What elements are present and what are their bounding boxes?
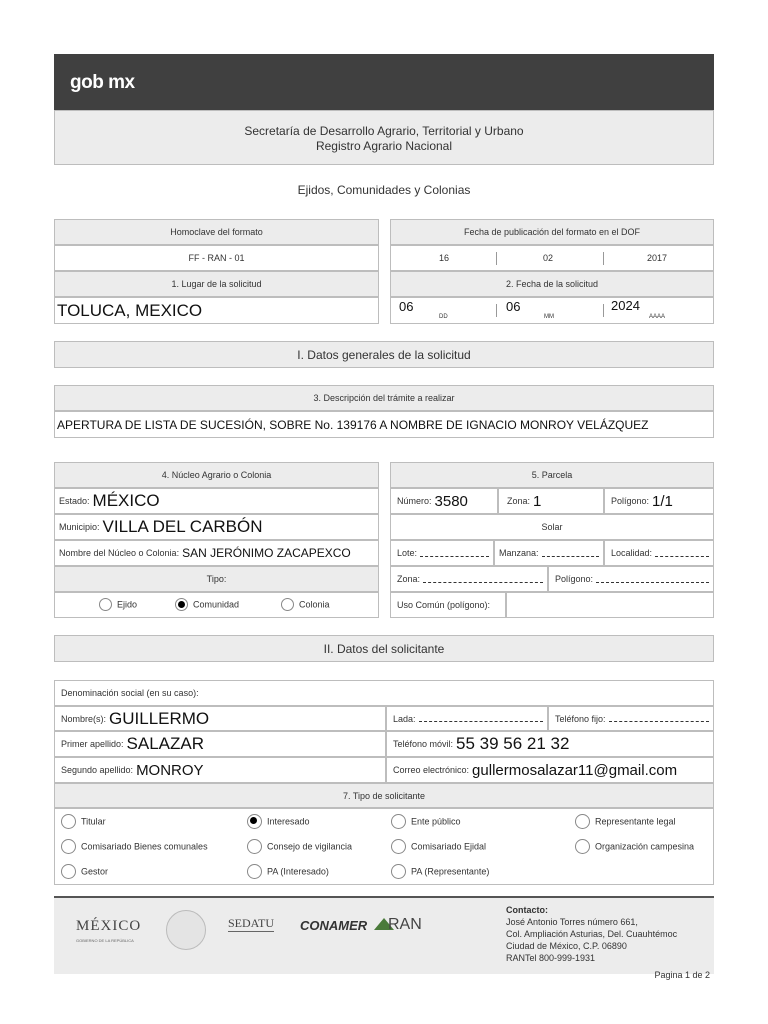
radio-comisariado-ejidal[interactable] <box>391 839 486 854</box>
blank-line <box>596 582 709 583</box>
gobmx-logo: gob mx <box>70 72 135 93</box>
movil-field[interactable] <box>386 731 714 757</box>
estado-field[interactable] <box>54 488 379 514</box>
fecha-sol-dd: 06 <box>399 299 414 314</box>
radio-ente-publico[interactable] <box>391 814 461 829</box>
blank-line <box>423 582 543 583</box>
radio-circle-selected[interactable] <box>175 598 188 611</box>
fecha-sol-mm: 06 <box>506 299 521 314</box>
contact-line: Col. Ampliación Asturias, Del. Cuauhtémoc <box>506 929 678 939</box>
gobierno-caption: GOBIERNO DE LA REPÚBLICA <box>76 938 134 943</box>
fecha-pub-dd: 16 <box>439 253 450 263</box>
fecha-pub-mm: 02 <box>543 253 554 263</box>
radio-circle[interactable] <box>391 864 406 879</box>
radio-comunidad[interactable] <box>175 598 239 611</box>
radio-gestor[interactable] <box>61 864 108 879</box>
footer <box>54 896 714 974</box>
lugar-label: 1. Lugar de la solicitud <box>54 271 379 297</box>
manzana-label: Manzana: <box>499 548 539 558</box>
blank-line <box>542 556 599 557</box>
agency-name: Secretaría de Desarrollo Agrario, Territorial y Urbano <box>244 124 524 138</box>
radio-pa-representante[interactable] <box>391 864 489 879</box>
dd-caption: DD <box>439 314 448 320</box>
radio-circle-selected[interactable] <box>247 814 262 829</box>
poligono2-label: Polígono: <box>555 574 594 584</box>
lugar-value: TOLUCA, MEXICO <box>57 300 203 320</box>
radio-pa-interesado[interactable] <box>247 864 329 879</box>
tipo-solicitante-options <box>54 808 714 885</box>
radio-circle[interactable] <box>61 839 76 854</box>
contact-title: Contacto: <box>506 905 548 915</box>
divider <box>603 304 604 317</box>
numero-value: 3580 <box>434 492 468 510</box>
radio-titular[interactable] <box>61 814 106 829</box>
radio-ejido[interactable] <box>99 598 137 611</box>
tipo-options <box>54 592 379 618</box>
uso-comun-label: Uso Común (polígono): <box>397 600 491 610</box>
poligono-field[interactable] <box>604 488 714 514</box>
ran-logo: RAN <box>388 916 422 933</box>
correo-value: gullermosalazar11@gmail.com <box>472 761 678 779</box>
nucleo-nombre-value: SAN JERÓNIMO ZACAPEXCO <box>182 546 351 560</box>
radio-consejo-vigilancia[interactable] <box>247 839 352 854</box>
nombre-value: GUILLERMO <box>109 708 210 728</box>
zona-label: Zona: <box>507 496 531 506</box>
agency-subname: Registro Agrario Nacional <box>315 139 453 153</box>
fecha-sol-label: 2. Fecha de la solicitud <box>390 271 714 297</box>
apellido1-field[interactable] <box>54 731 386 757</box>
radio-circle[interactable] <box>247 864 262 879</box>
apellido1-value: SALAZAR <box>126 734 205 753</box>
denominacion-label: Denominación social (en su caso): <box>61 688 199 698</box>
movil-value: 55 39 56 21 32 <box>456 734 570 753</box>
sedatu-logo: SEDATU <box>228 916 275 930</box>
radio-circle[interactable] <box>575 814 590 829</box>
lada-field[interactable] <box>386 706 548 731</box>
radio-circle[interactable] <box>281 598 294 611</box>
lada-label: Lada: <box>393 713 416 724</box>
correo-label: Correo electrónico: <box>393 765 470 775</box>
radio-label: Ejido <box>117 599 138 610</box>
fecha-sol-aaaa: 2024 <box>611 298 640 313</box>
lote-field[interactable] <box>390 540 494 566</box>
parcela-label: 5. Parcela <box>390 462 714 488</box>
tipo-solicitante-label: 7. Tipo de solicitante <box>54 783 714 808</box>
conamer-logo: CONAMER <box>300 918 368 933</box>
form-subtitle: Ejidos, Comunidades y Colonias <box>297 183 471 197</box>
radio-circle[interactable] <box>99 598 112 611</box>
apellido2-value: MONROY <box>136 761 204 779</box>
radio-representante-legal[interactable] <box>575 814 676 829</box>
localidad-label: Localidad: <box>611 548 653 558</box>
municipio-label: Municipio: <box>59 522 100 532</box>
solar-label: Solar <box>390 514 714 540</box>
fecha-pub-value <box>390 245 714 271</box>
fecha-pub-label: Fecha de publicación del formato en el DOF <box>390 219 714 245</box>
numero-field[interactable] <box>390 488 498 514</box>
nombre-field[interactable] <box>54 706 386 731</box>
telefono-fijo-label: Teléfono fijo: <box>555 713 606 724</box>
estado-label: Estado: <box>59 496 90 506</box>
manzana-field[interactable] <box>494 540 604 566</box>
telefono-fijo-field[interactable] <box>548 706 714 731</box>
nucleo-nombre-field[interactable] <box>54 540 379 566</box>
page-number: Pagina 1 de 2 <box>654 970 710 980</box>
mexico-logo: MÉXICO <box>76 918 142 934</box>
radio-label: Ente público <box>411 816 461 827</box>
radio-label: Comisariado Ejidal <box>411 841 487 852</box>
descripcion-label: 3. Descripción del trámite a realizar <box>54 385 714 411</box>
radio-label: Representante legal <box>595 816 676 827</box>
apellido1-label: Primer apellido: <box>61 739 124 749</box>
radio-label: Colonia <box>299 599 330 610</box>
localidad-field[interactable] <box>604 540 714 566</box>
top-bar <box>54 54 714 110</box>
denominacion-field[interactable] <box>54 680 714 706</box>
mm-caption: MM <box>544 314 554 320</box>
radio-interesado[interactable] <box>247 814 310 829</box>
zona-field[interactable] <box>498 488 604 514</box>
fecha-sol-field[interactable] <box>390 297 714 324</box>
radio-label: PA (Interesado) <box>267 866 329 877</box>
lote-label: Lote: <box>397 548 418 558</box>
radio-comisariado-bienes[interactable] <box>61 839 208 854</box>
radio-circle[interactable] <box>575 839 590 854</box>
descripcion-value: APERTURA DE LISTA DE SUCESIÓN, SOBRE No. 139176 A NOMBRE DE IGNACIO MONROY VELÁZQUEZ <box>57 417 649 432</box>
section-datos-solicitante: II. Datos del solicitante <box>54 635 714 662</box>
radio-label: Gestor <box>81 866 109 877</box>
nucleo-nombre-label: Nombre del Núcleo o Colonia: <box>59 548 180 558</box>
contact-line: José Antonio Torres número 661, <box>506 917 638 927</box>
radio-circle[interactable] <box>61 814 76 829</box>
divider <box>496 252 497 265</box>
radio-label: PA (Representante) <box>411 866 490 877</box>
aaaa-caption: AAAA <box>649 314 666 320</box>
poligono-label: Polígono: <box>611 496 650 506</box>
blank-line <box>609 721 709 722</box>
uso-comun-field[interactable] <box>506 592 714 618</box>
homoclave-label: Homoclave del formato <box>54 219 379 245</box>
descripcion-field[interactable] <box>54 411 714 438</box>
section-datos-generales: I. Datos generales de la solicitud <box>54 341 714 368</box>
blank-line <box>655 556 709 557</box>
zona-value: 1 <box>533 492 542 510</box>
fecha-pub-aaaa: 2017 <box>647 253 668 263</box>
contact-info <box>506 904 677 964</box>
radio-label: Comunidad <box>193 599 240 610</box>
contact-line: Ciudad de México, C.P. 06890 <box>506 941 627 951</box>
contact-line: RANTel 800-999-1931 <box>506 953 596 963</box>
blank-line <box>419 721 543 722</box>
numero-label: Número: <box>397 496 432 506</box>
divider <box>603 252 604 265</box>
municipio-field[interactable] <box>54 514 379 540</box>
radio-circle[interactable] <box>391 839 406 854</box>
zona2-field[interactable] <box>390 566 548 592</box>
radio-label: Organización campesina <box>595 841 695 852</box>
radio-circle[interactable] <box>391 814 406 829</box>
homoclave-value: FF - RAN - 01 <box>54 245 379 271</box>
movil-label: Teléfono móvil: <box>393 739 454 749</box>
agency-header <box>54 110 714 165</box>
radio-label: Comisariado Bienes comunales <box>81 841 208 852</box>
tipo-label: Tipo: <box>54 566 379 592</box>
radio-label: Titular <box>81 816 106 827</box>
seal-icon <box>166 910 206 950</box>
municipio-value: VILLA DEL CARBÓN <box>102 517 263 536</box>
lugar-field[interactable] <box>54 297 379 324</box>
correo-field[interactable] <box>386 757 714 783</box>
nucleo-label: 4. Núcleo Agrario o Colonia <box>54 462 379 488</box>
poligono2-field[interactable] <box>548 566 714 592</box>
zona2-label: Zona: <box>397 574 421 584</box>
estado-value: MÉXICO <box>92 491 160 510</box>
apellido2-label: Segundo apellido: <box>61 765 134 775</box>
poligono-value: 1/1 <box>652 492 673 510</box>
blank-line <box>420 556 489 557</box>
apellido2-field[interactable] <box>54 757 386 783</box>
nombre-label: Nombre(s): <box>61 713 107 724</box>
radio-colonia[interactable] <box>281 598 330 611</box>
radio-circle[interactable] <box>61 864 76 879</box>
radio-label: Consejo de vigilancia <box>267 841 353 852</box>
uso-comun-label-cell <box>390 592 506 618</box>
radio-label: Interesado <box>267 816 310 827</box>
radio-organizacion-campesina[interactable] <box>575 839 694 854</box>
divider <box>496 304 497 317</box>
radio-circle[interactable] <box>247 839 262 854</box>
